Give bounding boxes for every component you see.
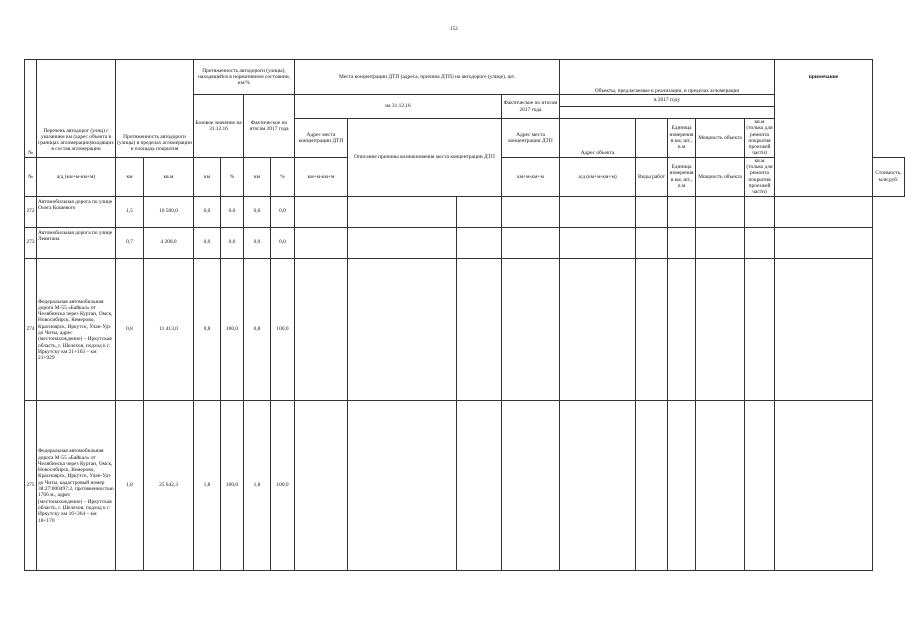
row-no: 275 [25,400,37,570]
agglomeration-roads-table [24,59,905,571]
table-row [25,258,905,400]
row-act-km: 0,0 [244,196,271,227]
unit-base-km: км [194,157,221,196]
header-objects-group: Объекты, предлагаемые к реализации, в пределах агломерации [560,60,775,95]
row-road-name: Автомобильная дорога по улице Левитана [37,227,116,258]
row-no: 272 [25,196,37,227]
row-no: 274 [25,258,37,400]
row-base-pct: 100,0 [221,258,244,400]
header-road-list: Перечень автодорог (улиц) с указанием км (адрес объекта в границах агломерации)входящих в состав агломерации [37,60,116,158]
header-as-of: на 31.12.16 [295,95,502,119]
unit-measure: Единица измерения в км, шт., п.м [668,157,696,196]
row-act-km: 0,8 [244,258,271,400]
header-length-group: Протяженность автодороги (улицы) в пределах агломерации и площадь покрытия [116,60,194,158]
row-base-pct: 0,0 [221,227,244,258]
row-base-km: 0,0 [194,196,221,227]
row-act-pct: 100,0 [271,258,295,400]
header-dtp-actual-address: Адрес места концентрации ДТП [502,119,560,158]
header-work-types [636,119,668,158]
row-area: 11 413,0 [144,258,194,400]
unit-object-address: а/д (км+м-км+м) [560,157,636,196]
row-road-name: Федеральная автомобильная дорога М-55 «Байкал» от Челябинска через Курган, Омск, Новосибирск, Кемерово, Красноярск, Иркутск, Улан-Удэ до Читы, адрес (местонахождение) – Иркутская область, г. Шелехов, подход к г. Иркутску км 21+163 – км 21+929 [37,258,116,400]
row-area: 4 200,0 [144,227,194,258]
table-row [25,400,905,570]
row-length: 0,7 [116,227,144,258]
header-repair-area: кв.м (только для ремонта покрытия проезжей части) [746,119,773,157]
row-base-km: 0,0 [194,227,221,258]
header-dtp-address: Адрес места концентрации ДТП [295,119,348,158]
unit-area: кв.м [144,157,194,196]
unit-work-types: Виды работ [636,157,668,196]
row-act-pct: 0,0 [271,227,295,258]
header-in-2017: в 2017 году [560,95,775,107]
unit-road: а/д (км+м-км+м) [37,157,116,196]
row-road-name: Автомобильная дорога по улице Олега Кошевого [37,196,116,227]
header-no: № [25,60,37,158]
row-base-pct: 100,0 [221,400,244,570]
unit-dtp-address: км+м-км+м [295,157,348,196]
unit-base-pct: % [221,157,244,196]
header-dtp-group: Места концентрации ДТП (адреса, причина ДТП) на автодороге (улице), шт. [295,60,560,95]
unit-cost: Стоимость, млн.руб. [873,157,905,196]
row-area: 10 500,0 [144,196,194,227]
row-road-name: Федеральная автомобильная дорога М-55 «Байкал» от Челябинска через Курган, Омск, Новосибирск, Кемерово, Красноярск, Иркутск, Улан-Удэ до Читы, кадастровый номер 38:27:000497:2, протяженностью 1766 м., адрес (местонахождение) – Иркутская область, г. Шелехов, подход к г. Иркутску км 16+364 – км 18+170 [37,400,116,570]
row-act-km: 1,8 [244,400,271,570]
row-act-pct: 0,0 [271,196,295,227]
unit-repair-area: кв.м (только для ремонта покрытия проезжей части) [746,157,773,196]
header-dtp-causes: Описание причины возникновения места концентрации ДТП [348,119,502,197]
row-act-pct: 100,0 [271,400,295,570]
unit-act-km: км [244,157,271,196]
header-spacer [560,107,775,119]
table-row [25,196,905,227]
row-base-pct: 0,0 [221,196,244,227]
unit-no: № [25,157,37,196]
header-normative-group: Протяженность автодороги (улицы), находящейся в нормативном состоянии, км/% [194,60,295,95]
unit-capacity: Мощность объекта [696,157,745,196]
row-base-km: 0,8 [194,258,221,400]
header-capacity: Мощность объекта [696,119,745,158]
unit-length: км [116,157,144,196]
table-row [25,227,905,258]
row-act-km: 0,0 [244,227,271,258]
page-number: 152 [450,27,458,32]
row-base-km: 1,8 [194,400,221,570]
header-actual-2017: Фактическое по итогам 2017 года [244,95,295,158]
row-length: 1,8 [116,400,144,570]
header-note: примечание [775,60,873,197]
row-length: 0,8 [116,258,144,400]
row-length: 1,5 [116,196,144,227]
header-object-address: Адрес объекта [560,119,636,158]
unit-act-pct: % [271,157,295,196]
header-base-value: Базовое значение на 31.12.16 [194,95,244,158]
header-dtp-actual: Фактическое по итогам 2017 года [502,95,560,119]
unit-dtp-actual: км+м-км+м [502,157,560,196]
row-area: 25 642,3 [144,400,194,570]
header-unit-measure: Единица измерения в км, шт., п.м [668,119,696,158]
row-no: 273 [25,227,37,258]
